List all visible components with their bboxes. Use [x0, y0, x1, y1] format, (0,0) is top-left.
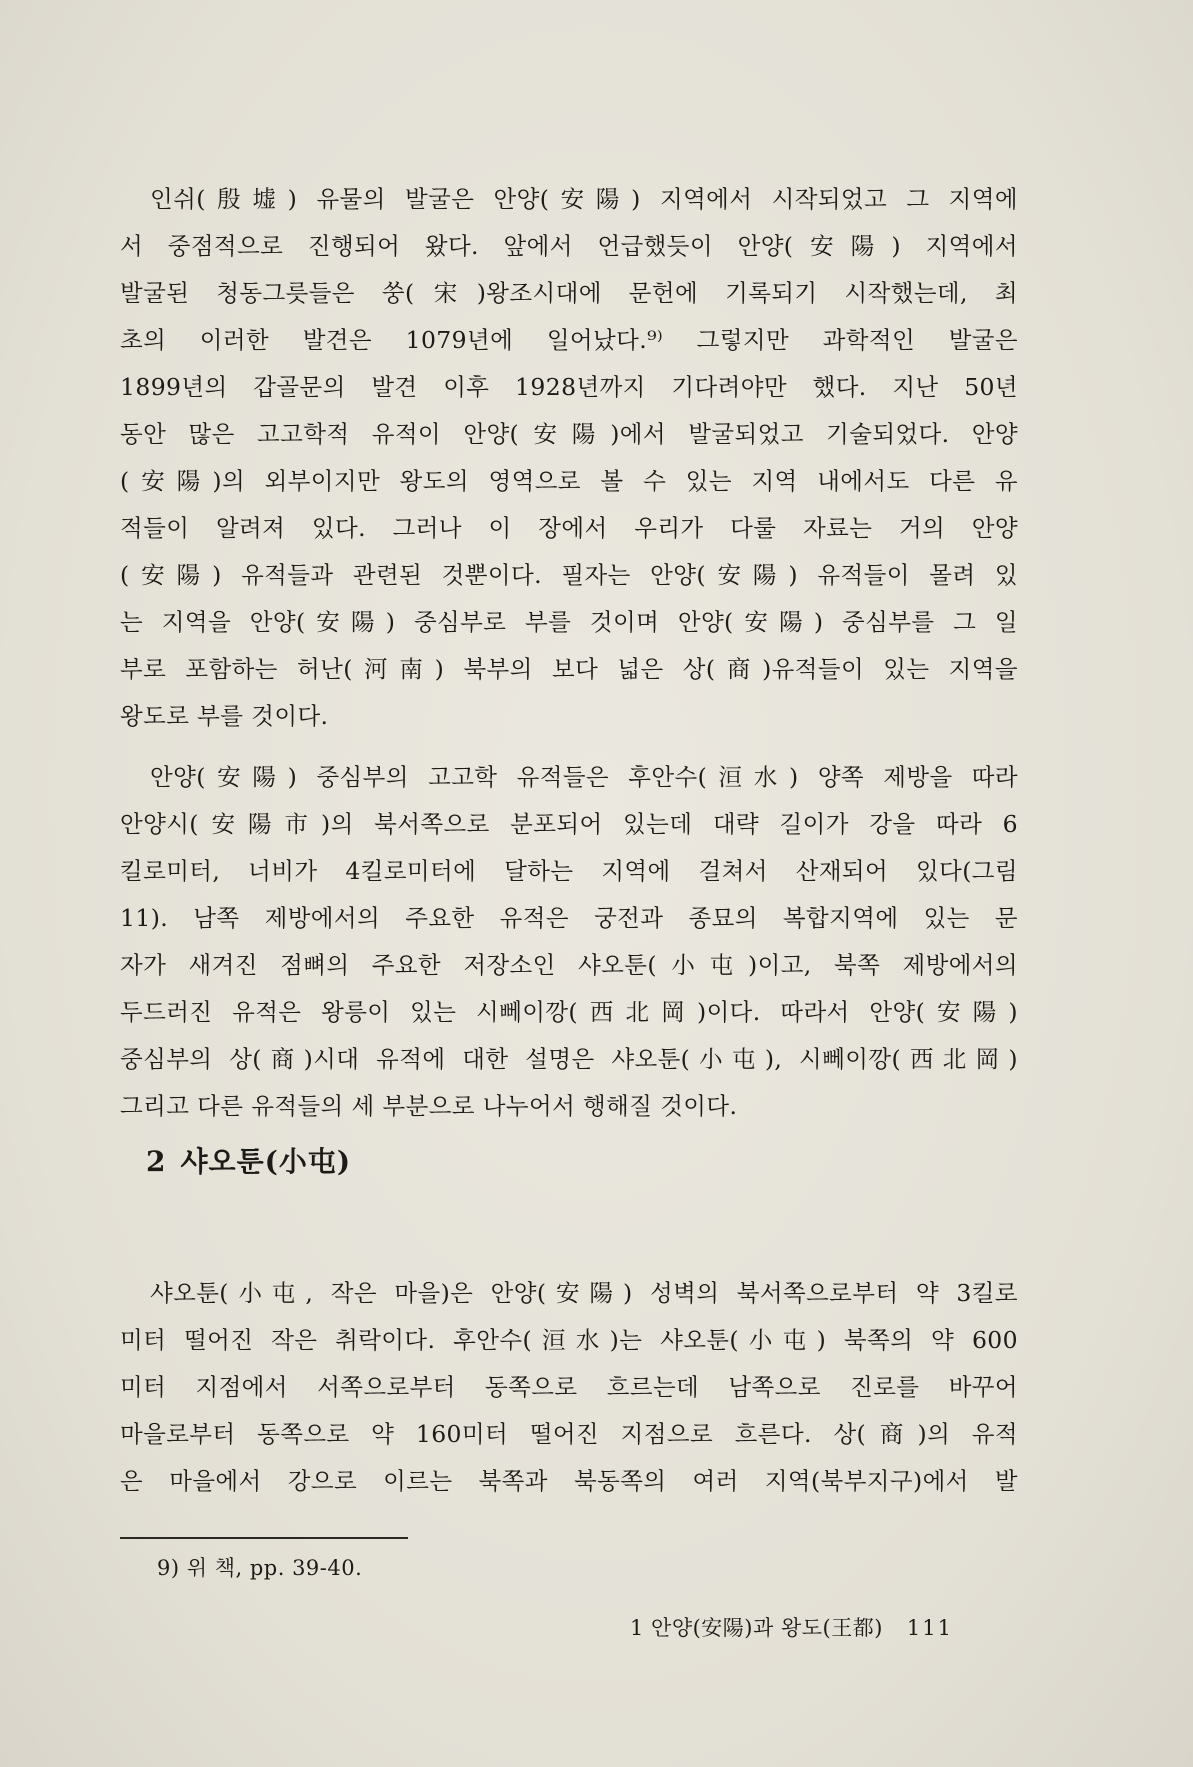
- text-line: 초의 이러한 발견은 1079년에 일어났다.⁹⁾ 그렇지만 과학적인 발굴은: [120, 326, 1018, 354]
- text-line: 은 마을에서 강으로 이르는 북쪽과 북동쪽의 여러 지역(북부지구)에서 발: [120, 1467, 1018, 1495]
- text-line: 안양(安陽) 중심부의 고고학 유적들은 후안수(洹水) 양쪽 제방을 따라: [150, 763, 1018, 791]
- text-line: 킬로미터, 너비가 4킬로미터에 달하는 지역에 걸쳐서 산재되어 있다(그림: [120, 857, 1018, 885]
- text-line: 그리고 다른 유적들의 세 부분으로 나누어서 행해질 것이다.: [120, 1092, 738, 1120]
- text-line: 11). 남쪽 제방에서의 주요한 유적은 궁전과 종묘의 복합지역에 있는 문: [120, 904, 1018, 932]
- paragraph: [120, 754, 1018, 1130]
- text-line: 마을로부터 동쪽으로 약 160미터 떨어진 지점으로 흐른다. 상(商)의 유적: [120, 1420, 1018, 1448]
- footnote-divider: [120, 1537, 408, 1539]
- text-line: (安陽)의 외부이지만 왕도의 영역으로 볼 수 있는 지역 내에서도 다른 유: [120, 467, 1018, 495]
- text-line: 왕도로 부를 것이다.: [120, 702, 329, 730]
- text-line: 적들이 알려져 있다. 그러나 이 장에서 우리가 다룰 자료는 거의 안양: [120, 514, 1018, 542]
- text-line: 서 중점적으로 진행되어 왔다. 앞에서 언급했듯이 안양(安陽) 지역에서: [120, 232, 1018, 260]
- body-text-top: [120, 176, 1018, 1130]
- footnote: 9) 위 책, pp. 39-40.: [157, 1556, 363, 1580]
- section-number: 2: [146, 1145, 167, 1178]
- section-title: 샤오툰(小屯): [180, 1145, 352, 1178]
- text-line: (安陽) 유적들과 관련된 것뿐이다. 필자는 안양(安陽) 유적들이 몰려 있: [120, 561, 1018, 589]
- paragraph: [120, 1270, 1018, 1505]
- running-footer: [630, 1612, 953, 1642]
- body-text-bottom: [120, 1270, 1018, 1505]
- paragraph: [120, 176, 1018, 740]
- running-footer-title: 1 안양(安陽)과 왕도(王都): [630, 1616, 883, 1640]
- text-line: 1899년의 갑골문의 발견 이후 1928년까지 기다려야만 했다. 지난 50년: [120, 373, 1018, 401]
- text-line: 샤오툰(小屯, 작은 마을)은 안양(安陽) 성벽의 북서쪽으로부터 약 3킬로: [150, 1279, 1018, 1307]
- section-heading: [146, 1140, 351, 1180]
- text-line: 미터 떨어진 작은 취락이다. 후안수(洹水)는 샤오툰(小屯) 북쪽의 약 600: [120, 1326, 1018, 1354]
- text-line: 동안 많은 고고학적 유적이 안양(安陽)에서 발굴되었고 기술되었다. 안양: [120, 420, 1018, 448]
- page-number: 111: [906, 1616, 954, 1640]
- text-line: 자가 새겨진 점뼈의 주요한 저장소인 샤오툰(小屯)이고, 북쪽 제방에서의: [120, 951, 1018, 979]
- text-line: 인쉬(殷墟) 유물의 발굴은 안양(安陽) 지역에서 시작되었고 그 지역에: [150, 185, 1018, 213]
- text-line: 중심부의 상(商)시대 유적에 대한 설명은 샤오툰(小屯), 시뻬이깡(西北岡): [120, 1045, 1018, 1073]
- text-line: 부로 포함하는 허난(河南) 북부의 보다 넓은 상(商)유적들이 있는 지역을: [120, 655, 1018, 683]
- text-line: 발굴된 청동그릇들은 쑹(宋)왕조시대에 문헌에 기록되기 시작했는데, 최: [120, 279, 1018, 307]
- text-line: 미터 지점에서 서쪽으로부터 동쪽으로 흐르는데 남쪽으로 진로를 바꾸어: [120, 1373, 1018, 1401]
- text-line: 안양시(安陽市)의 북서쪽으로 분포되어 있는데 대략 길이가 강을 따라 6: [120, 810, 1018, 838]
- text-line: 는 지역을 안양(安陽) 중심부로 부를 것이며 안양(安陽) 중심부를 그 일: [120, 608, 1018, 636]
- text-line: 두드러진 유적은 왕릉이 있는 시뻬이깡(西北岡)이다. 따라서 안양(安陽): [120, 998, 1018, 1026]
